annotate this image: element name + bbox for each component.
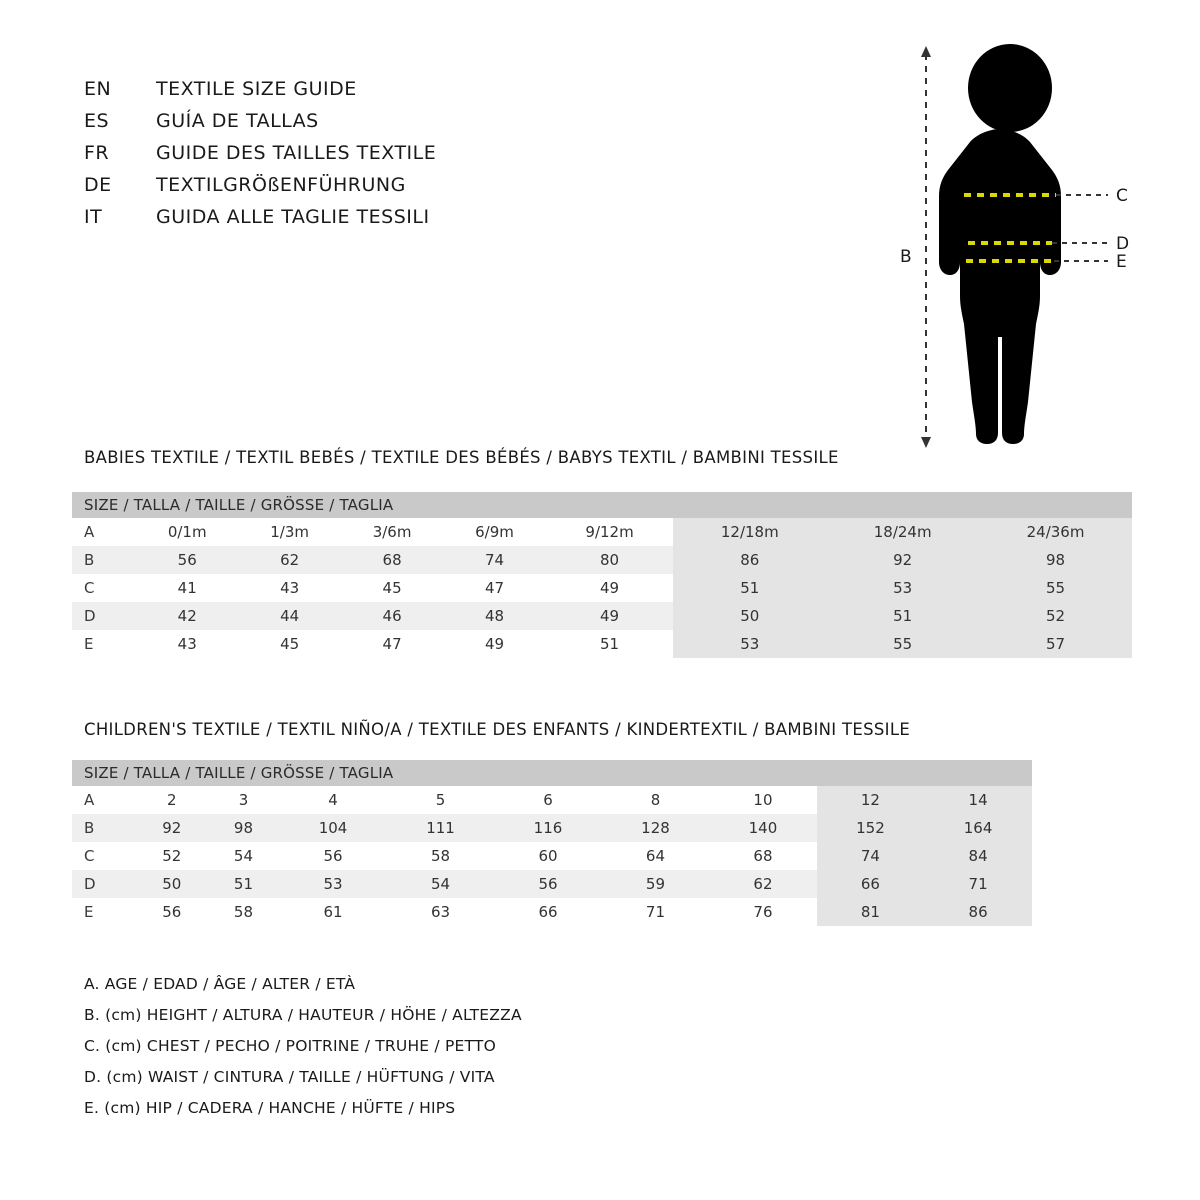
cell: 62 (709, 870, 816, 898)
cell: 51 (826, 602, 979, 630)
children-band-label: SIZE / TALLA / TAILLE / GRÖSSE / TAGLIA (72, 760, 1032, 786)
legend-item-d: D. (cm) WAIST / CINTURA / TAILLE / HÜFTUNG / VITA (84, 1068, 495, 1086)
cell: 52 (979, 602, 1132, 630)
height-axis-icon (921, 46, 931, 448)
cell: 86 (924, 898, 1032, 926)
cell: 92 (826, 546, 979, 574)
cell: 8 (602, 786, 709, 814)
cell: 152 (817, 814, 924, 842)
children-band-row (72, 760, 1032, 786)
title-text-fr: GUIDE DES TAILLES TEXTILE (156, 142, 437, 164)
cell: 81 (817, 898, 924, 926)
legend-item-c: C. (cm) CHEST / PECHO / POITRINE / TRUHE / PETTO (84, 1037, 496, 1055)
cell: 6/9m (443, 518, 545, 546)
cell: 59 (602, 870, 709, 898)
cell: 53 (673, 630, 826, 658)
title-text-de: TEXTILGRÖßENFÜHRUNG (156, 174, 406, 196)
cell: 66 (494, 898, 601, 926)
cell: 74 (443, 546, 545, 574)
cell: 104 (279, 814, 386, 842)
cell: 49 (546, 574, 674, 602)
cell: 57 (979, 630, 1132, 658)
cell: 47 (341, 630, 443, 658)
table-row (72, 602, 1132, 630)
cell: 111 (387, 814, 494, 842)
legend-item-b: B. (cm) HEIGHT / ALTURA / HAUTEUR / HÖHE / ALTEZZA (84, 1006, 522, 1024)
title-text-en: TEXTILE SIZE GUIDE (156, 78, 357, 100)
cell: 45 (341, 574, 443, 602)
title-text-es: GUÍA DE TALLAS (156, 110, 319, 132)
cell: 0/1m (136, 518, 238, 546)
cell: 43 (136, 630, 238, 658)
cell: 80 (546, 546, 674, 574)
cell: 58 (208, 898, 280, 926)
legend-item-a: A. AGE / EDAD / ÂGE / ALTER / ETÀ (84, 975, 356, 993)
title-row-it (84, 206, 644, 238)
cell: 92 (136, 814, 208, 842)
cell: 74 (817, 842, 924, 870)
row-label-d: D (72, 870, 136, 898)
cell: 53 (826, 574, 979, 602)
cell: 24/36m (979, 518, 1132, 546)
cell: 56 (279, 842, 386, 870)
table-row (72, 898, 1032, 926)
cell: 62 (238, 546, 340, 574)
cell: 10 (709, 786, 816, 814)
cell: 6 (494, 786, 601, 814)
figure-label-b: B (900, 247, 912, 267)
children-size-table (72, 760, 1032, 926)
cell: 4 (279, 786, 386, 814)
cell: 51 (546, 630, 674, 658)
row-label-e: E (72, 630, 136, 658)
figure-label-e: E (1116, 252, 1127, 272)
title-lang-de: DE (84, 174, 112, 196)
cell: 58 (387, 842, 494, 870)
row-label-c: C (72, 574, 136, 602)
cell: 84 (924, 842, 1032, 870)
cell: 41 (136, 574, 238, 602)
title-text-it: GUIDA ALLE TAGLIE TESSILI (156, 206, 430, 228)
title-lang-en: EN (84, 78, 112, 100)
cell: 3 (208, 786, 280, 814)
cell: 61 (279, 898, 386, 926)
cell: 42 (136, 602, 238, 630)
table-row (72, 574, 1132, 602)
cell: 98 (979, 546, 1132, 574)
babies-size-table (72, 492, 1132, 658)
table-row (72, 870, 1032, 898)
title-lang-fr: FR (84, 142, 110, 164)
table-row (72, 546, 1132, 574)
cell: 12/18m (673, 518, 826, 546)
cell: 71 (924, 870, 1032, 898)
row-label-d: D (72, 602, 136, 630)
cell: 52 (136, 842, 208, 870)
babies-band-row (72, 492, 1132, 518)
table-row (72, 814, 1032, 842)
cell: 76 (709, 898, 816, 926)
table-row (72, 518, 1132, 546)
title-lang-es: ES (84, 110, 110, 132)
cell: 64 (602, 842, 709, 870)
row-label-a: A (72, 786, 136, 814)
cell: 164 (924, 814, 1032, 842)
title-row-de (84, 174, 644, 206)
cell: 66 (817, 870, 924, 898)
babies-section-heading: BABIES TEXTILE / TEXTIL BEBÉS / TEXTILE DES BÉBÉS / BABYS TEXTIL / BAMBINI TESSILE (84, 448, 839, 467)
cell: 50 (136, 870, 208, 898)
cell: 50 (673, 602, 826, 630)
cell: 44 (238, 602, 340, 630)
cell: 71 (602, 898, 709, 926)
figure-label-d: D (1116, 234, 1130, 254)
cell: 68 (709, 842, 816, 870)
row-label-c: C (72, 842, 136, 870)
cell: 128 (602, 814, 709, 842)
cell: 116 (494, 814, 601, 842)
cell: 46 (341, 602, 443, 630)
cell: 49 (546, 602, 674, 630)
cell: 51 (208, 870, 280, 898)
title-row-fr (84, 142, 644, 174)
cell: 53 (279, 870, 386, 898)
children-section-heading: CHILDREN'S TEXTILE / TEXTIL NIÑO/A / TEXTILE DES ENFANTS / KINDERTEXTIL / BAMBINI TESSILE (84, 720, 911, 739)
cell: 5 (387, 786, 494, 814)
cell: 63 (387, 898, 494, 926)
title-lang-it: IT (84, 206, 103, 228)
cell: 14 (924, 786, 1032, 814)
title-row-es (84, 110, 644, 142)
cell: 9/12m (546, 518, 674, 546)
cell: 2 (136, 786, 208, 814)
row-label-e: E (72, 898, 136, 926)
table-row (72, 630, 1132, 658)
row-label-b: B (72, 546, 136, 574)
babies-band-label: SIZE / TALLA / TAILLE / GRÖSSE / TAGLIA (72, 492, 1132, 518)
cell: 56 (494, 870, 601, 898)
cell: 55 (826, 630, 979, 658)
cell: 68 (341, 546, 443, 574)
table-row (72, 842, 1032, 870)
cell: 18/24m (826, 518, 979, 546)
legend-item-e: E. (cm) HIP / CADERA / HANCHE / HÜFTE / HIPS (84, 1099, 456, 1117)
cell: 86 (673, 546, 826, 574)
cell: 56 (136, 898, 208, 926)
cell: 98 (208, 814, 280, 842)
figure-label-c: C (1116, 186, 1128, 206)
cell: 3/6m (341, 518, 443, 546)
cell: 51 (673, 574, 826, 602)
title-row-en (84, 78, 644, 110)
cell: 54 (208, 842, 280, 870)
row-label-b: B (72, 814, 136, 842)
cell: 60 (494, 842, 601, 870)
cell: 47 (443, 574, 545, 602)
measurement-figure (860, 40, 1160, 450)
cell: 1/3m (238, 518, 340, 546)
cell: 49 (443, 630, 545, 658)
row-label-a: A (72, 518, 136, 546)
measurement-legend (84, 975, 522, 1130)
cell: 45 (238, 630, 340, 658)
cell: 56 (136, 546, 238, 574)
table-row (72, 786, 1032, 814)
cell: 48 (443, 602, 545, 630)
cell: 43 (238, 574, 340, 602)
cell: 55 (979, 574, 1132, 602)
cell: 140 (709, 814, 816, 842)
language-titles (84, 78, 644, 238)
cell: 12 (817, 786, 924, 814)
cell: 54 (387, 870, 494, 898)
